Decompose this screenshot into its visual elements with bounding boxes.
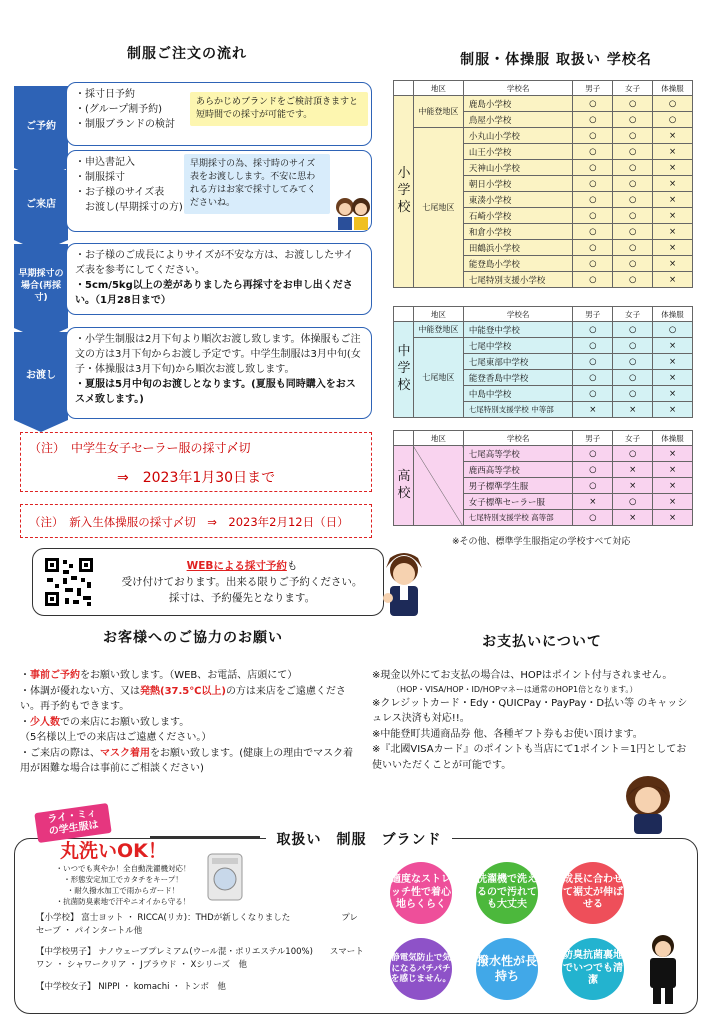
features-list — [38, 864, 208, 908]
table-row: 七尾特別支援学校 高等部 ○ × × — [394, 510, 693, 526]
high-school-table: 地区 学校名 男子 女子 体操服 高校 七尾高等学校 ○ ○ × 鹿西高等学校 ○ × × 男子標準学生服 ○ × × 女子標準セーラー服 × ○ × 七尾特別支援学校 高等部 ○ × × — [393, 430, 693, 526]
high-label: 高校 — [394, 446, 414, 526]
list-item: ・形態安定加工でカタチをキープ！ — [63, 874, 183, 884]
flow-step-reserve: ご予約 — [14, 86, 68, 168]
table-row: 高校 七尾高等学校 ○ ○ × — [394, 446, 693, 462]
list-item: ※『北國VISAカード』のポイントも当店にて1ポイント＝1円としてお使いいただくことが可能です。 — [372, 744, 687, 771]
list-item: ※クレジットカード・Edy・QUICPay・PayPay・D払い等 のキャッシュレス決済も対応!!。 — [372, 697, 688, 725]
visit-note: 早期採寸の為、採寸時のサイズ表をお渡しします。不安に思われる方はお家で採寸してみてくださいね。 — [184, 154, 330, 214]
kids-illustration-icon — [333, 195, 373, 231]
girl-character-icon — [618, 772, 678, 836]
boy-character-icon — [376, 542, 432, 618]
washable-label: 丸洗いOK！ — [60, 840, 167, 862]
table-row: 能登島小学校 ○ ○ × — [394, 256, 693, 272]
payment-list — [372, 668, 692, 773]
elementary-school-table — [393, 80, 693, 288]
table-row: 七尾特別支援学校 中等部 × × × — [394, 402, 693, 418]
list-item: ・体調が優れない方、又は発熱(37.5℃以上)の方は来店をご遠慮ください。再予約もできます。 — [20, 685, 346, 712]
header-girls: 女子 — [613, 81, 653, 96]
notice-sailor-deadline: （注） 中学生女子セーラー服の採寸〆切 ⇒ 2023年1月30日まで — [20, 432, 372, 492]
payment-title: お支払いについて — [452, 628, 632, 654]
table-row: 朝日小学校 ○ ○ × — [394, 176, 693, 192]
brand-elementary: 【小学校】 富士ヨット ・ RICCA(リカ)：THDが新しくなりました プレセーブ ・ パインタートル他 — [36, 913, 358, 936]
header-boys: 男子 — [573, 81, 613, 96]
list-item: ・抗菌防臭素地で汗やニオイから守る！ — [55, 896, 191, 906]
table-row: 七尾地区 小丸山小学校 ○ ○ × — [394, 128, 693, 144]
brand-junior-boys: 【中学校男子】 ナノウェーブプレミアム(ウール混・ポリエステル100%) スマートワン ・ シャワークリア ・ Jブラウド ・ Xシリーズ 他 — [36, 947, 364, 970]
cooperation-list — [20, 668, 360, 777]
feature-bubble-washable: 洗濯機で洗えるので汚れても大丈夫 — [476, 862, 538, 924]
header-school: 学校名 — [463, 81, 573, 96]
schools-title: 制服・体操服 取扱い 学校名 — [446, 46, 666, 72]
table-row: 女子標準セーラー服 × ○ × — [394, 494, 693, 510]
brands-title: 取扱い 制服 ブランド — [266, 826, 452, 852]
notice-pe-deadline: （注） 新入生体操服の採寸〆切 ⇒ 2023年2月12日（日） — [20, 504, 372, 538]
list-item: ・事前ご予約をお願い致します。（WEB、お電話、店頭にて） — [20, 670, 298, 681]
table-row: 山王小学校 ○ ○ × — [394, 144, 693, 160]
brand-tag: ライ・ミィの学生服は — [34, 803, 111, 843]
table-row: 中学校 中能登地区 中能登中学校 ○ ○ ○ — [394, 322, 693, 338]
table-row: 天神山小学校 ○ ○ × — [394, 160, 693, 176]
list-item: ・耐久撥水加工で雨からガード！ — [66, 885, 180, 895]
table-row: 中島中学校 ○ ○ × — [394, 386, 693, 402]
feature-bubble-antibacterial: 防臭抗菌裏地でいつでも清潔 — [562, 938, 624, 1000]
table-row: 田鶴浜小学校 ○ ○ × — [394, 240, 693, 256]
feature-bubble-antistatic: 静電気防止で気になるパチパチを感じません。 — [390, 938, 452, 1000]
washing-machine-icon — [206, 852, 244, 902]
flow-step-visit: ご来店 — [14, 170, 68, 240]
list-item: ※中能登町共通商品券 他、各種ギフト券もお使い頂けます。 — [372, 728, 643, 740]
qr-code-icon[interactable] — [43, 556, 95, 608]
table-row: 男子標準学生服 ○ × × — [394, 478, 693, 494]
brand-junior-girls: 【中学校女子】 NIPPI ・ komachi ・ トンボ 他 — [36, 982, 226, 992]
table-row: 七尾地区 七尾中学校 ○ ○ × — [394, 338, 693, 354]
web-reservation-link[interactable]: WEBによる採寸予約 — [186, 560, 287, 572]
web-reservation-box: WEBによる採寸予約も 受け付けております。出来る限りご予約ください。 採寸は、予約優先となります。 — [32, 548, 384, 616]
flow-step-remeasure: 早期採寸の場合(再採寸) — [14, 244, 68, 328]
order-flow-title: 制服ご注文の流れ — [104, 40, 270, 66]
table-row: 七尾特別支援小学校 ○ ○ × — [394, 272, 693, 288]
schools-footnote: ※その他、標準学生服指定の学校すべて対応 — [452, 537, 631, 547]
table-row: 石崎小学校 ○ ○ × — [394, 208, 693, 224]
feature-bubble-adjustable: 成長に合わせて裾丈が伸ばせる — [562, 862, 624, 924]
header-area: 地区 — [413, 81, 463, 96]
list-item: ・ご来店の際は、マスク着用をお願い致します。(健康上の理由でマスク着用が困難な場合は事前にご相談ください) — [20, 747, 354, 774]
list-item: ・少人数での来店にお願い致します。 — [20, 716, 190, 728]
flow-box-remeasure: ・お子様のご成長によりサイズが不安な方は、お渡ししたサイズ表を参考にしてください。 ・5cm/5kg以上の差がありましたら再採寸をお申し出ください。（1月28日まで） — [66, 243, 372, 315]
list-item: （HOP・VISA/HOP・ID/HOPマネーは通常のHOP1倍となります。） — [392, 684, 638, 694]
list-item: ※現金以外にてお支払の場合は、HOPはポイント付与されません。 — [372, 670, 673, 681]
header-pe: 体操服 — [653, 81, 693, 96]
table-row: 小学校 中能登地区 鹿島小学校 ○ ○ ○ — [394, 96, 693, 112]
flow-box-reserve: ・採寸日予約 ・(グループ割予約) ・制服ブランドの検討 — [66, 82, 372, 146]
list-item: ・いつでも爽やか！全自動洗濯機対応！ — [55, 864, 191, 873]
student-character-icon — [640, 932, 686, 1006]
feature-bubble-stretch: 適度なストレッチ性で着心地らくらく — [390, 862, 452, 924]
table-row: 東湊小学校 ○ ○ × — [394, 192, 693, 208]
elementary-label: 小学校 — [394, 96, 414, 288]
table-row: 鳥屋小学校 ○ ○ ○ — [394, 112, 693, 128]
flow-step-delivery: お渡し — [14, 332, 68, 420]
junior-label: 中学校 — [394, 322, 414, 418]
list-item: （5名様以上での来店はご遠慮ください。） — [20, 732, 212, 743]
flow-box-visit: ・申込書記入 ・制服採寸 ・お子様のサイズ表 お渡し(早期採寸の方) — [66, 150, 372, 232]
cooperation-title: お客様へのご協力のお願い — [88, 624, 298, 650]
table-row: 七尾東部中学校 ○ ○ × — [394, 354, 693, 370]
feature-bubble-water-repellent: 撥水性が長持ち — [476, 938, 538, 1000]
table-row: 和倉小学校 ○ ○ × — [394, 224, 693, 240]
table-row: 鹿西高等学校 ○ × × — [394, 462, 693, 478]
junior-school-table: 地区 学校名 男子 女子 体操服 中学校 中能登地区 中能登中学校 ○ ○ ○ 七尾地区 七尾中学校 ○ ○ × 七尾東部中学校 ○ ○ × 能登香島中学校 ○ ○ × 中島中学校 ○ ○ × 七尾特別支援学校 中等部 × × × — [393, 306, 693, 418]
table-row: 能登香島中学校 ○ ○ × — [394, 370, 693, 386]
reserve-note: あらかじめブランドをご検討頂きますと短時間での採寸が可能です。 — [190, 92, 368, 126]
flow-box-delivery: ・小学生制服は2月下旬より順次お渡し致します。体操服もご注文の方は3月下旬からお渡し予定です。中学生制服は3月中旬(女子・体操服は3月下旬)から順次お渡し致します。 ・夏服は5月中旬のお渡しとなります。(夏服も同時購入をおススメ致します。) — [66, 327, 372, 419]
